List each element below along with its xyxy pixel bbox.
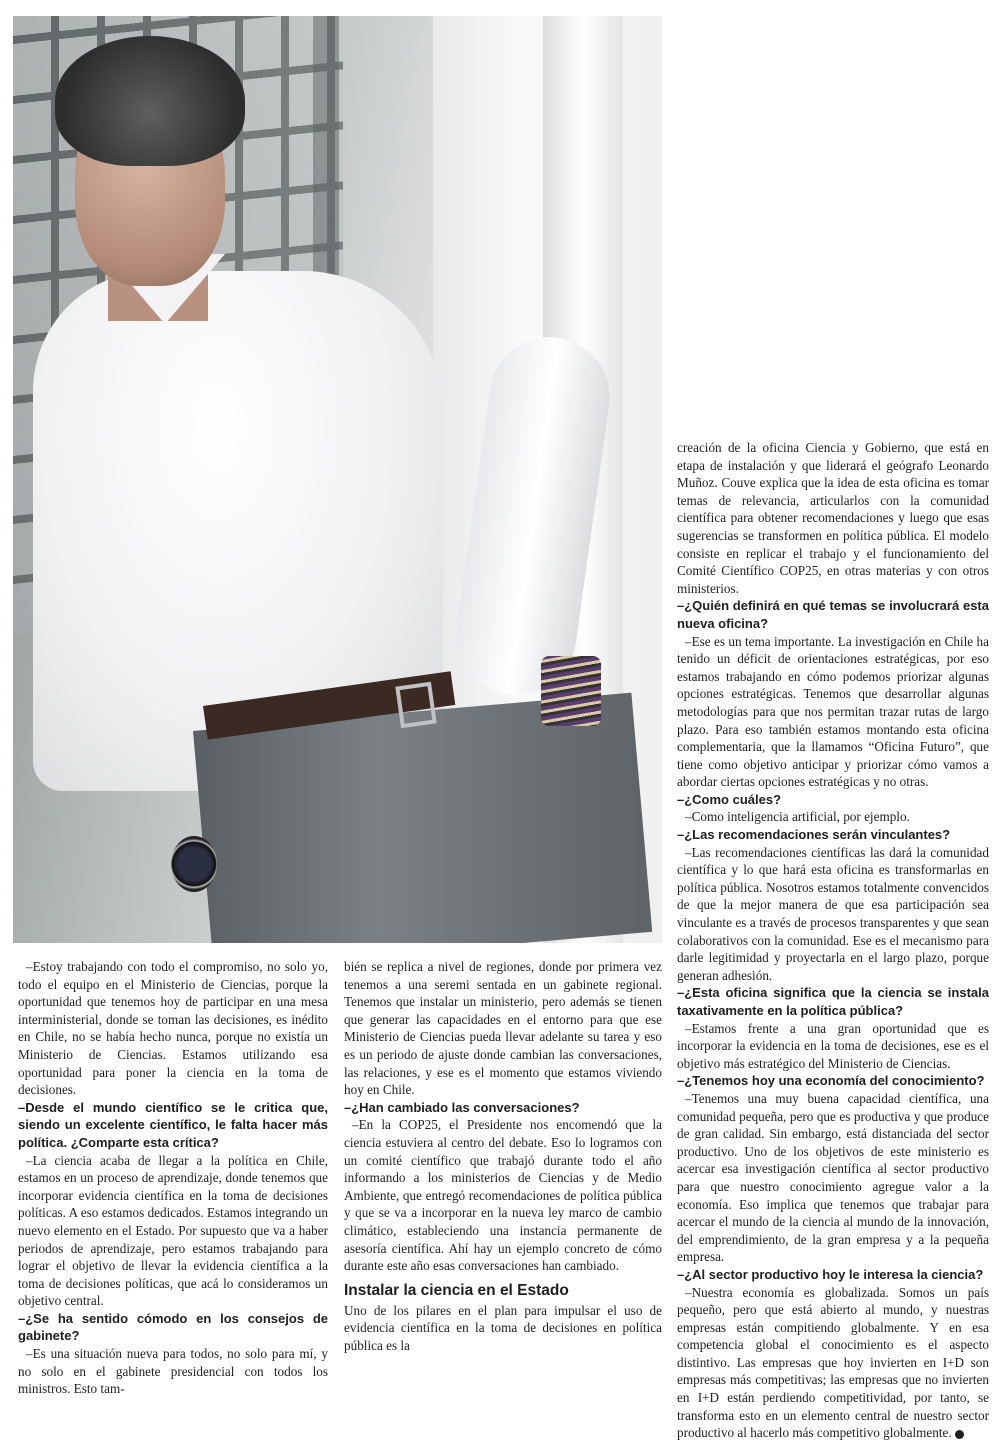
question-paragraph: –¿Han cambiado las conversaciones? (344, 1099, 580, 1115)
end-of-article-icon (955, 1430, 964, 1439)
question-paragraph: –¿Como cuáles? (677, 791, 782, 807)
answer-paragraph: –Estoy trabajando con todo el compromiso, no solo yo, todo el equipo en el Ministerio de Ciencias, porque la oportunidad que tenemos hoy de participar en una mesa interministerial, donde se toman las decisiones, es inédito en Chile, no se había hecho nunca, porque no existía un Ministerio de Ciencias. Estamos utilizando esa oportunidad para poner la ciencia en la toma de decisiones. (18, 959, 328, 1098)
section-heading: Instalar la ciencia en el Estado (344, 1281, 569, 1299)
question-paragraph: –Desde el mundo científico se le critica que, siendo un excelente científico, le falta hacer más política. ¿Comparte esta crítica? (18, 1099, 328, 1150)
question-paragraph: –¿Se ha sentido cómodo en los consejos de gabinete? (18, 1310, 328, 1344)
question-paragraph: –¿Las recomendaciones serán vinculantes? (677, 827, 951, 843)
body-paragraph: Uno de los pilares en el plan para impulsar el uso de evidencia científica en la toma de decisiones en política pública es la (344, 1302, 662, 1353)
question-paragraph: –¿Esta oficina significa que la ciencia se instala taxativamente en la política pública? (677, 985, 989, 1018)
article-column-1 (18, 958, 328, 1398)
answer-paragraph: –La ciencia acaba de llegar a la política en Chile, estamos en un proceso de aprendizaje, donde tenemos que incorporar evidencia científica en la toma de decisiones políticas. A eso estamos dedicados. Estamos integrando un nuevo elemento en el Estado. Por supuesto que va a haber periodos de aprendizaje, pero estamos trabajando para lograr el objetivo de llevar la evidencia científica a la toma de decisiones políticas, que acá lo consideramos un objetivo central. (18, 1152, 328, 1309)
final-answer-text: –Nuestra economía es globalizada. Somos un país pequeño, pero que está abierto al mundo, y nuestras empresas están compitiendo globalmente. Y en esa competencia global el conocimiento es el aspecto distintivo. Las empresas que hoy invierten en I+D son empresas más competitivas; las empresas que no invierten en I+D están perdiendo competitividad, por tanto, se transforma esto en un elemento central de nuestro sector productivo al hacerlo más competitivo globalmente. (677, 1284, 989, 1441)
continued-paragraph: bién se replica a nivel de regiones, donde por primera vez tenemos a una seremi sentada en un gabinete regional. Tenemos que instalar un ministerio, pero además se tienen que generar las capacidades en el entorno para que ese Ministerio de Ciencias pueda llevar adelante su tarea y eso es un periodo de ajuste donde cambian las conversaciones, las relaciones, y ese es el momento que estamos viviendo hoy en Chile. (344, 959, 662, 1098)
answer-paragraph: –Como inteligencia artificial, por ejemplo. (685, 809, 910, 825)
answer-paragraph: –Las recomendaciones científicas las dará la comunidad científica y lo que hará esta oficina es transformarlas en política pública. Nosotros estamos totalmente convencidos de que la mejor manera de que esa participación sea vinculante es a través de procesos transparentes y que sean colaborativos con la comunidad. Ese es el mecanismo para darle legitimidad y proyectarla en el largo plazo, porque generan adhesión. (677, 844, 989, 983)
photo-belt-buckle (395, 682, 436, 729)
question-paragraph: –¿Quién definirá en qué temas se involucrará esta nueva oficina? (677, 598, 989, 631)
answer-paragraph: –En la COP25, el Presidente nos encomendó que la ciencia estuviera al centro del debate. Eso lo logramos con un comité científico que trabajó durante todo el año informando a los ministerios de Ciencias y de Medio Ambiente, que entregó recomendaciones de política pública y que se va a incorporar en la nueva ley marco de cambio climático, estableciendo una instancia permanente de asesoría científica. Ahí hay un ejemplo concreto de cómo durante este año esas conversaciones han cambiado. (344, 1117, 662, 1274)
photo-bracelets (541, 656, 601, 726)
continued-paragraph: creación de la oficina Ciencia y Gobierno, que está en etapa de instalación y que liderará el geógrafo Leonardo Muñoz. Couve explica que la idea de esta oficina es tomar temas de relevancia, articularlos con la comunidad científica para obtener recomendaciones y luego que esas sugerencias se transformen en política pública. El modelo consiste en replicar el trabajo y el funcionamiento del Comité Científico COP25, en otras materias y con otros ministerios. (677, 440, 989, 596)
answer-paragraph (677, 1284, 989, 1442)
article-column-2 (344, 958, 662, 1354)
photo-watch (171, 836, 217, 892)
portrait-photo (13, 16, 662, 943)
answer-paragraph: –Estamos frente a una gran oportunidad que es incorporar la evidencia en la toma de decisiones, ese es el objetivo más estratégico del Ministerio de Ciencias. (677, 1020, 989, 1071)
answer-paragraph: –Ese es un tema importante. La investigación en Chile ha tenido un déficit de orientaciones estratégicas, por eso estamos trabajando en cómo podemos priorizar algunas opciones estratégicas. Tenemos que desarrollar algunas metodologías para que nos permitan trazar rutas de largo plazo. Para eso también estamos montando esta oficina complementaria, que la llamamos “Oficina Futuro”, que tiene como objetivo anticipar y priorizar cómo vamos a abordar ciertas opciones estratégicas y no otras. (677, 633, 989, 790)
question-paragraph: –¿Tenemos hoy una economía del conocimiento? (677, 1073, 985, 1089)
answer-paragraph: –Tenemos una muy buena capacidad científica, una comunidad pequeña, pero que es productiva y que produce de gran calidad. Sin embargo, está distanciada del sector productivo. Uno de los objetivos de este ministerio es acercar esa investigación científica al sector productivo para que nuestro conocimiento agregue valor a la economía. Eso implica que tenemos que trabajar para acercar el mundo de la ciencia al mundo de la innovación, del emprendimiento, de la gran empresa y a la pequeña empresa. (677, 1090, 989, 1265)
article-column-3 (677, 439, 989, 1442)
question-paragraph: –¿Al sector productivo hoy le interesa la ciencia? (677, 1266, 984, 1282)
photo-hair (55, 36, 245, 166)
answer-paragraph: –Es una situación nueva para todos, no solo para mí, y no solo en el gabinete presidencial con todos los ministros. Esto tam- (18, 1346, 328, 1397)
